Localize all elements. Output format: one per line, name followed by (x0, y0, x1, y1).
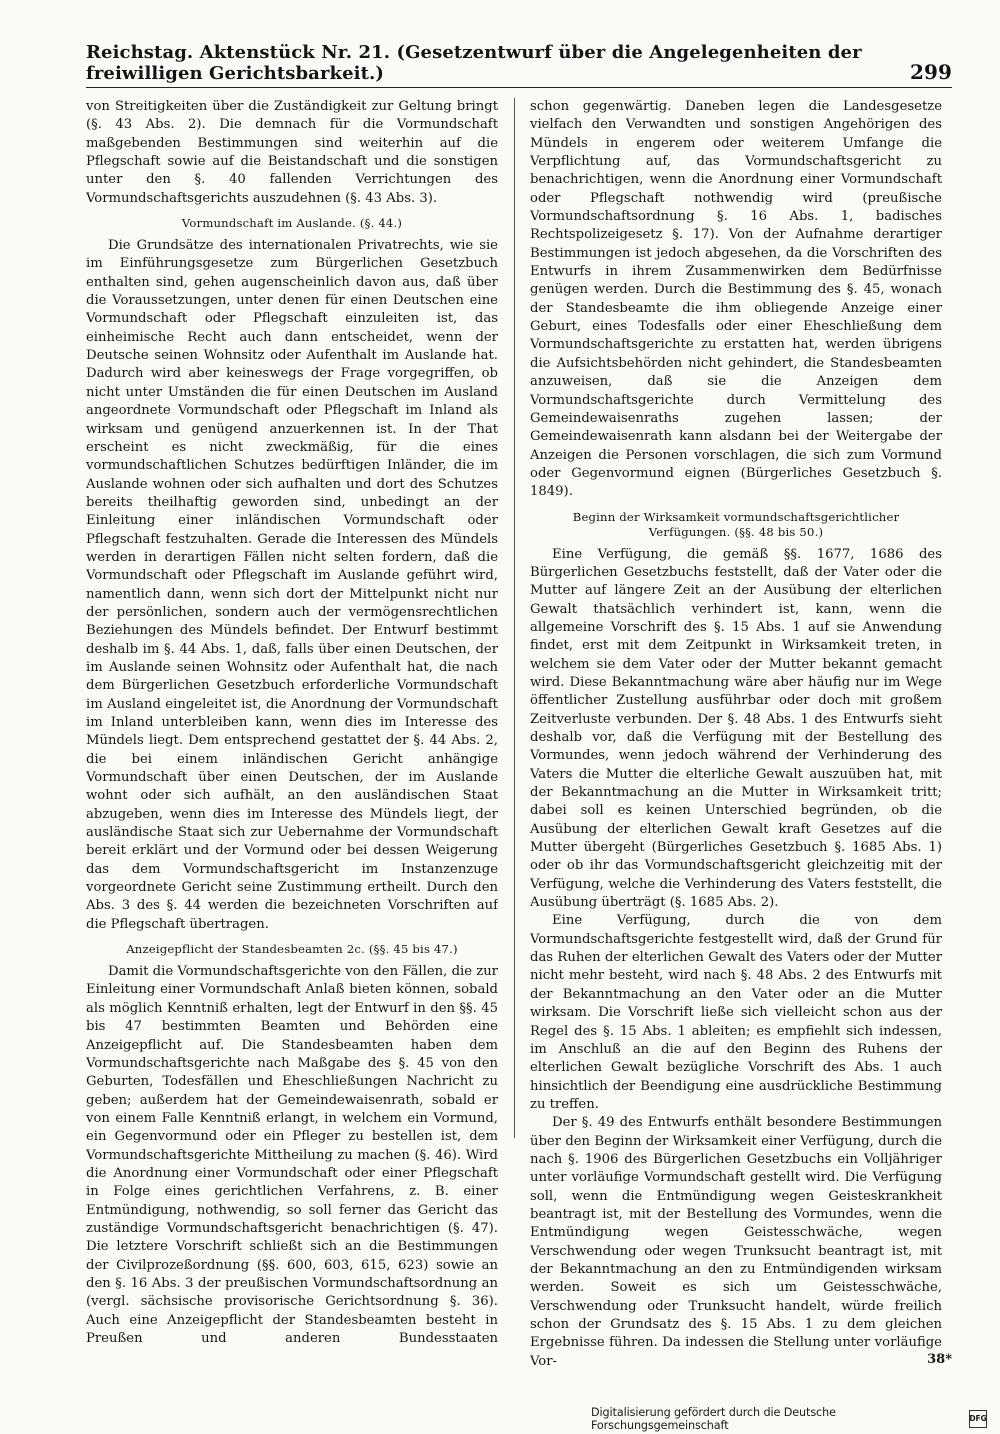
paragraph: Eine Verfügung, durch die von dem Vormundschaftsgerichte festgestellt wird, daß der Grund für das Ruhen der elterlichen Gewalt des Vaters oder der Mutter nicht mehr besteht, wird nach §. 48 Abs. 2 des Entwurfs mit der Bekanntmachung an den Vater oder an die Mutter wirksam. Die Vorschrift ließe sich vielleicht schon aus der Regel des §. 15 Abs. 1 ableiten; es empfiehlt sich indessen, im Anschluß an die auf den Beginn des Ruhens der elterlichen Gewalt bezügliche Vorschrift des Abs. 1 auch hinsichtlich der Beendigung eine ausdrückliche Bestimmung zu treffen. (530, 913, 942, 1112)
footer-text: Digitalisierung gefördert durch die Deutsche Forschungsgemeinschaft (591, 1406, 836, 1432)
paragraph-intro: von Streitigkeiten über die Zuständigkeit zur Geltung bringt (§. 43 Abs. 2). Die demnach für die Vormundschaft maßgebenden Bestimmungen sind weiterhin auf die Pflegschaft sowie auf die Beistandschaft und die sonstigen unter den §. 40 fallenden Verrichtungen des Vormundschaftsgerichts auszudehnen (§. 43 Abs. 3). (86, 99, 498, 206)
paragraph: Die Grundsätze des internationalen Privatrechts, wie sie im Einführungsgesetze zum Bürgerlichen Gesetzbuch enthalten sind, gehen augenscheinlich davon aus, daß über die Voraussetzungen, unter denen für einen Deutschen eine Vormundschaft oder Pflegschaft einzuleiten ist, das einheimische Recht auch dann entscheidet, wenn der Deutsche seinen Wohnsitz oder Aufenthalt im Auslande hat. Dadurch wird aber keineswegs der Frage vorgegriffen, ob nicht unter Umständen die für einen Deutschen im Ausland angeordnete Vormundschaft oder Pflegschaft im Inland als wirksam und genügend anzuerkennen ist. In der That erscheint es nicht zweckmäßig, für die eines vormundschaftlichen Schutzes bedürftigen Inländer, die im Auslande wohnen oder sich aufhalten und dort des Schutzes bereits theilhaftig geworden sind, unbedingt an der Einleitung einer inländischen Vormundschaft oder Pflegschaft festzuhalten. Gerade die Interessen des Mündels werden in derartigen Fällen nicht selten fordern, daß die Vormundschaft oder Pflegschaft im Auslande geführt wird, namentlich dann, wenn sich dort der Mittelpunkt nicht nur der persönlichen, sondern auch der vermögensrechtlichen Beziehungen des Mündels befindet. Der Entwurf bestimmt deshalb im §. 44 Abs. 1, daß, falls über einen Deutschen, der im Auslande seinen Wohnsitz oder Aufenthalt hat, die nach dem Bürgerlichen Gesetzbuch erforderliche Vormundschaft im Ausland eingeleitet ist, die Anordnung der Vormundschaft im Inland unterbleiben kann, wenn dies im Interesse des Mündels liegt. Dem entsprechend gestattet der §. 44 Abs. 2, die bei einem inländischen Gericht anhängige Vormundschaft über einen Deutschen, der im Auslande wohnt oder sich aufhält, an den ausländischen Staat abzugeben, wenn dies im Interesse des Mündels liegt, der ausländische Staat sich zur Uebernahme der Vormundschaft bereit erklärt und der Vormund oder bei dessen Weigerung das dem Vormundschaftsgericht im Instanzenzuge vorgeordnete Gericht seine Zustimmung ertheilt. Durch den Abs. 3 des §. 44 werden die bezeichneten Vorschriften auf die Pflegschaft übertragen. (86, 238, 498, 932)
document-page (86, 44, 952, 1389)
section-heading-anzeigepflicht: Anzeigepflicht der Standesbeamten 2c. (§§. 45 bis 47.) (126, 942, 458, 957)
dfg-logo-icon: DFG (969, 1410, 987, 1428)
paragraph: Damit die Vormundschaftsgerichte von den Fällen, die zur Einleitung einer Vormundschaft Anlaß bieten können, sobald als möglich Kenntniß erhalten, legt der Entwurf in den §§. 45 bis 47 bestimmten Beamten und Behörden eine Anzeigepflicht auf. Die Standesbeamten haben dem Vormundschaftsgerichte nach Maßgabe des §. 45 von den Geburten, Todesfällen und Eheschließungen Nachricht zu geben; außerdem hat der Gemeindewaisenrath, sobald er von einem Falle Kenntniß erlangt, in welchem ein Vormund, ein Gegenvormund oder ein Pfleger zu bestellen ist, dem Vormundschaftsgerichte Mittheilung zu machen (§. 46). Wird die Anordnung einer Vormundschaft oder einer Pflegschaft in Folge eines gerichtlichen Verfahrens, z. B. einer Entmündigung, nothwendig, so soll ferner das Gericht das zuständige Vormundschaftsgericht benachrichtigen (§. 47). Die letztere Vorschrift schließt sich an die Bestimmungen der Civilprozeßordnung (§§. 600, 603, 615, 623) sowie an den §. 16 Abs. 3 der preußischen Vormundschaftsordnung an (vergl. sächsische provisorische Gerichtsordnung §. 36). Auch eine Anzeigepflicht der Standesbeamten besteht in Preußen und anderen Bundesstaaten (86, 964, 498, 1346)
header-title: Reichstag. Aktenstück Nr. 21. (Gesetzentwurf über die Angelegenheiten der freiwilligen Gerichtsbarkeit.) (86, 42, 862, 84)
text-columns (86, 98, 952, 1388)
section-heading-vormundschaft-ausland: Vormundschaft im Auslande. (§. 44.) (181, 216, 403, 231)
left-column (86, 98, 498, 1388)
page-number: 299 (909, 60, 952, 84)
column-divider (514, 98, 515, 1138)
sheet-number: 38* (927, 1352, 952, 1367)
paragraph: Eine Verfügung, die gemäß §§. 1677, 1686 des Bürgerlichen Gesetzbuchs feststellt, daß der Vater oder die Mutter auf längere Zeit an der Ausübung der elterlichen Gewalt thatsächlich verhindert ist, kann, wenn die allgemeine Vorschrift des §. 15 Abs. 1 auf sie Anwendung findet, erst mit dem Zeitpunkt in Wirksamkeit treten, in welchem sie dem Vater oder der Mutter bekannt gemacht wird. Diese Bekanntmachung wäre aber häufig nur im Wege öffentlicher Zustellung ausführbar oder doch mit großem Zeitverluste verbunden. Der §. 48 Abs. 1 des Entwurfs sieht deshalb vor, daß die Verfügung mit der Bestellung des Vormundes, wenn jedoch während der Verhinderung des Vaters die Mutter die elterliche Gewalt auszuüben hat, mit der Bekanntmachung an die Mutter in Wirksamkeit tritt; dabei soll es keinen Unterschied begründen, ob die Ausübung der elterlichen Gewalt kraft Gesetzes auf die Mutter übergeht (Bürgerliches Gesetzbuch §. 1685 Abs. 1) oder ob ihr das Vormundschaftsgericht gleichzeitig mit der Verfügung, welche die Verhinderung des Vaters feststellt, die Ausübung überträgt (§. 1685 Abs. 2). (530, 546, 942, 911)
page-header (86, 44, 952, 88)
paragraph: Der §. 49 des Entwurfs enthält besondere Bestimmungen über den Beginn der Wirksamkeit einer Verfügung, durch die nach §. 1906 des Bürgerlichen Gesetzbuchs ein Volljähriger unter vorläufige Vormundschaft gestellt wird. Die Verfügung soll, wenn die Entmündigung wegen Geisteskrankheit beantragt ist, mit der Bestellung des Vormundes, wenn die Entmündigung wegen Geistesschwäche, wegen Verschwendung oder wegen Trunksucht beantragt ist, mit der Bekanntmachung an den zu Entmündigenden wirksam werden. Soweit es sich um Geistesschwäche, Verschwendung oder Trunksucht handelt, würde freilich schon der Grundsatz des §. 15 Abs. 1 zu dem gleichen Ergebnisse führen. Da indessen die Stellung unter vorläufige Vor- (530, 1115, 942, 1369)
paragraph-continued: schon gegenwärtig. Daneben legen die Landesgesetze vielfach den Verwandten und sonstigen Angehörigen des Mündels in engerem oder weiterem Umfange die Verpflichtung auf, das Vormundschaftsgericht zu benachrichtigen, wenn die Anordnung einer Vormundschaft oder Pflegschaft nothwendig wird (preußische Vormundschaftsordnung §. 16 Abs. 1, badisches Rechtspolizeigesetz §. 17). Von der Aufnahme derartiger Bestimmungen ist jedoch abgesehen, da die Vorschriften des Entwurfs in ihrem Zusammenwirken dem Bedürfnisse genügen werden. Durch die Bestimmung des §. 45, wonach der Standesbeamte die ihm obliegende Anzeige einer Geburt, eines Todesfalls oder einer Eheschließung dem Vormundschaftsgerichte zu erstatten hat, werden übrigens die Aufsichtsbehörden nicht gehindert, die Standesbeamten anzuweisen, daß sie die Anzeigen dem Vormundschaftsgerichte durch Vermittelung des Gemeindewaisenraths zugehen lassen; der Gemeindewaisenrath kann alsdann bei der Weitergabe der Anzeigen die Personen vorschlagen, die sich zum Vormund oder Gegenvormund eignen (Bürgerliches Gesetzbuch §. 1849). (530, 99, 942, 500)
section-heading-wirksamkeit: Beginn der Wirksamkeit vormundschaftsgerichtlicher Verfügungen. (§§. 48 bis 50.) (572, 509, 900, 539)
right-column (530, 98, 942, 1388)
digitization-footer (591, 1408, 987, 1430)
